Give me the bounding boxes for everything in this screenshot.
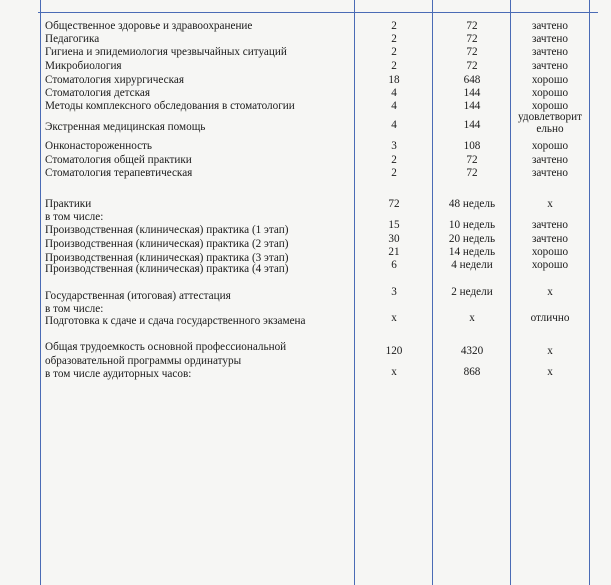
practice-credits: 21 <box>388 246 400 258</box>
course-grade <box>511 111 589 135</box>
course-hours: 144 <box>463 119 481 131</box>
course-name: Методы комплексного обследования в стоматологии <box>45 100 295 112</box>
total-grade: х <box>547 345 553 357</box>
course-name: Экстренная медицинская помощь <box>45 121 206 133</box>
course-credits: 2 <box>391 60 397 72</box>
course-name: Общественное здоровье и здравоохранение <box>45 20 253 32</box>
course-hours: 144 <box>463 87 481 99</box>
course-credits: 4 <box>391 100 397 112</box>
course-name: Гигиена и эпидемиология чрезвычайных ситуаций <box>45 46 287 58</box>
practice-grade: хорошо <box>531 246 569 258</box>
course-grade: зачтено <box>532 154 568 166</box>
course-grade: зачтено <box>532 20 568 32</box>
course-hours: 108 <box>463 140 481 152</box>
course-credits: 2 <box>391 167 397 179</box>
course-hours: 72 <box>466 46 478 58</box>
practice-duration: 14 недель <box>448 246 496 258</box>
section-credits: 3 <box>391 286 397 298</box>
course-name: Стоматология терапевтическая <box>45 167 193 179</box>
auditory-hours-row <box>0 366 611 380</box>
course-hours: 72 <box>466 167 478 179</box>
course-grade: зачтено <box>532 60 568 72</box>
course-name: Стоматология общей практики <box>45 154 192 166</box>
practice-credits: 6 <box>391 259 397 271</box>
section-title: Практики <box>45 198 92 210</box>
practice-credits: 15 <box>388 219 400 231</box>
practice-name: Производственная (клиническая) практика (2 этап) <box>45 238 289 250</box>
course-hours: 144 <box>463 100 481 112</box>
course-grade: хорошо <box>531 100 569 112</box>
course-credits: 18 <box>388 74 400 86</box>
attestation-header-row <box>0 286 611 300</box>
table-row <box>0 20 611 34</box>
course-credits: 2 <box>391 154 397 166</box>
practice-name: Производственная (клиническая) практика (3 этап) <box>45 252 289 264</box>
course-name: Онконастороженность <box>45 140 153 152</box>
auditory-grade: х <box>547 366 553 378</box>
exam-name: Подготовка к сдаче и сдача государственного экзамена <box>45 315 306 327</box>
practice-name: Производственная (клиническая) практика (4 этап) <box>45 263 289 275</box>
table-row <box>0 60 611 74</box>
section-grade: х <box>547 286 553 298</box>
practice-grade: хорошо <box>531 259 569 271</box>
course-credits: 2 <box>391 20 397 32</box>
table-row <box>0 154 611 168</box>
exam-credits: х <box>391 312 397 324</box>
table-row <box>0 232 611 250</box>
practice-grade: зачтено <box>532 233 568 245</box>
course-grade: хорошо <box>531 87 569 99</box>
course-grade-line: ельно <box>536 123 564 135</box>
auditory-credits: х <box>391 366 397 378</box>
course-hours: 72 <box>466 20 478 32</box>
table-row <box>0 167 611 181</box>
course-credits: 2 <box>391 33 397 45</box>
section-subheader: в том числе: <box>45 211 104 223</box>
section-credits: 72 <box>388 198 400 210</box>
course-credits: 2 <box>391 46 397 58</box>
table-row <box>0 87 611 101</box>
course-name: Стоматология хирургическая <box>45 74 185 86</box>
table-row <box>0 140 611 154</box>
practice-grade: зачтено <box>532 219 568 231</box>
total-label: Общая трудоемкость основной профессиональной <box>45 341 287 353</box>
course-hours: 72 <box>466 60 478 72</box>
section-grade: х <box>547 198 553 210</box>
total-credits: 120 <box>385 345 403 357</box>
course-name: Стоматология детская <box>45 87 151 99</box>
practice-credits: 30 <box>388 233 400 245</box>
course-grade: зачтено <box>532 167 568 179</box>
practice-name: Производственная (клиническая) практика (1 этап) <box>45 224 289 236</box>
course-grade-line: удовлетворит <box>517 111 583 123</box>
total-hours: 4320 <box>460 345 484 357</box>
exam-hours: х <box>469 312 475 324</box>
course-grade: хорошо <box>531 140 569 152</box>
table-row <box>0 33 611 47</box>
practices-header-row <box>0 198 611 212</box>
table-row <box>0 218 611 236</box>
total-label: образовательной программы ординатуры <box>45 355 242 367</box>
section-subheader: в том числе: <box>45 303 104 315</box>
course-credits: 4 <box>391 119 397 131</box>
course-hours: 648 <box>463 74 481 86</box>
course-name: Микробиология <box>45 60 122 72</box>
course-hours: 72 <box>466 154 478 166</box>
practice-duration: 10 недель <box>448 219 496 231</box>
section-hours: 2 недели <box>451 286 493 298</box>
course-credits: 3 <box>391 140 397 152</box>
course-hours: 72 <box>466 33 478 45</box>
section-hours: 48 недель <box>448 198 496 210</box>
practice-duration: 4 недели <box>451 259 493 271</box>
practice-duration: 20 недель <box>448 233 496 245</box>
course-grade: зачтено <box>532 33 568 45</box>
table-row <box>0 74 611 88</box>
table-row <box>0 245 611 264</box>
auditory-hours: 868 <box>463 366 481 378</box>
table-row <box>0 259 611 273</box>
course-name: Педагогика <box>45 33 100 45</box>
exam-grade: отлично <box>530 312 570 324</box>
course-grade: зачтено <box>532 46 568 58</box>
header-rule <box>38 12 598 13</box>
auditory-hours-label: в том числе аудиторных часов: <box>45 368 192 380</box>
section-title: Государственная (итоговая) аттестация <box>45 290 231 302</box>
course-grade: хорошо <box>531 74 569 86</box>
table-row <box>0 46 611 60</box>
course-credits: 4 <box>391 87 397 99</box>
table-row <box>0 312 611 326</box>
